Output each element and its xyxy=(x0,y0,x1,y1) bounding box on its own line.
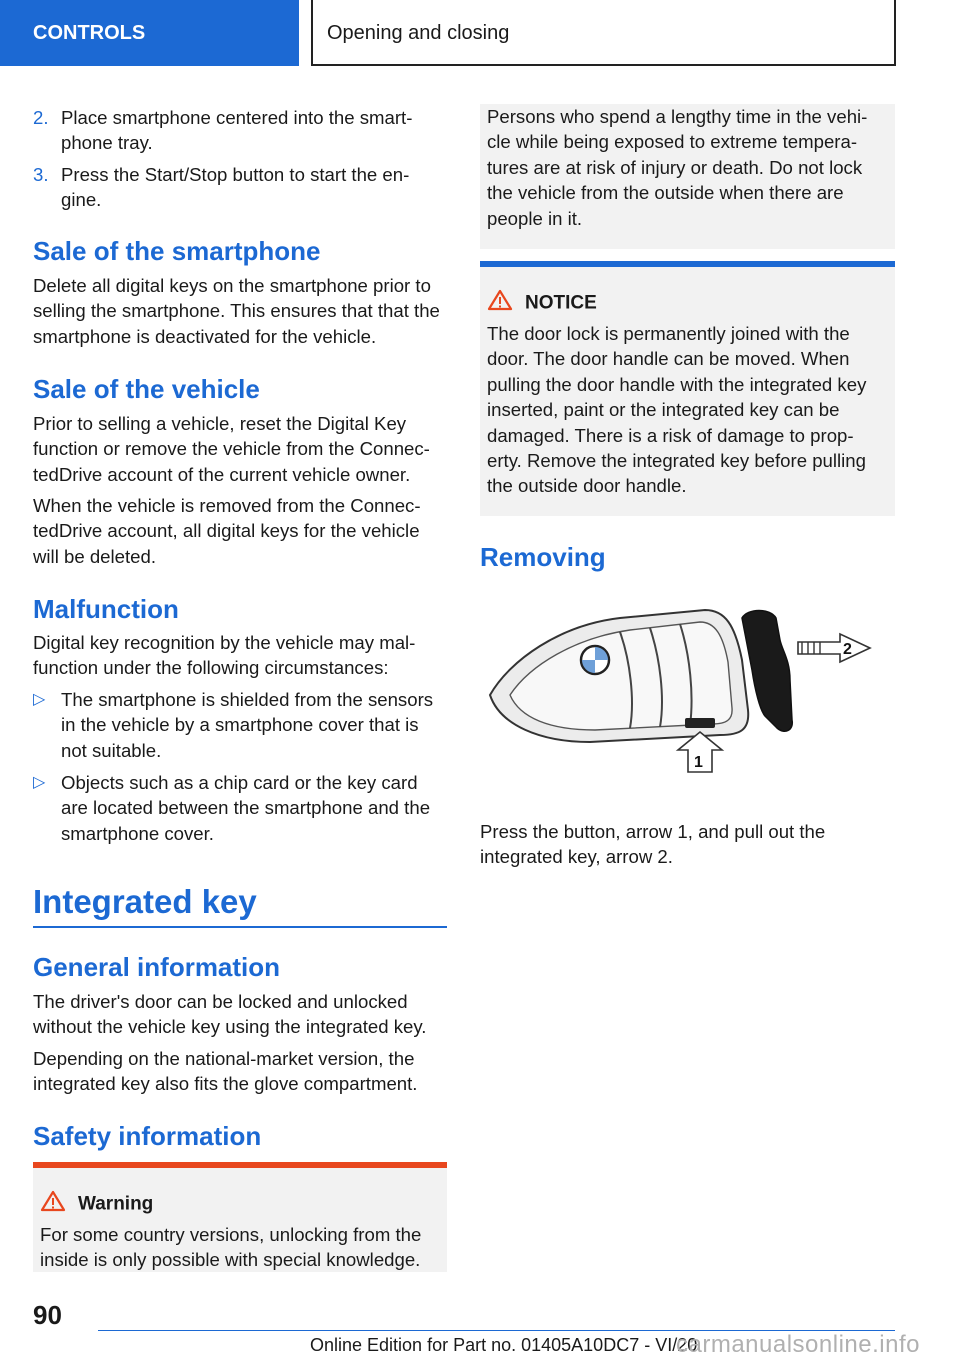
heading-general-information: General information xyxy=(33,952,281,982)
list-item xyxy=(33,770,447,846)
chapter-title: Opening and closing xyxy=(327,22,510,44)
triangle-bullet-icon: ▷ xyxy=(33,774,46,791)
heading-sale-vehicle: Sale of the vehicle xyxy=(33,374,260,404)
chapter-box xyxy=(311,0,896,66)
paragraph: Press the button, arrow 1, and pull out the integrated key, arrow 2. xyxy=(480,821,826,868)
step-text: Place smartphone centered into the smart-phone tray. xyxy=(61,107,413,154)
arrow-1-label: 1 xyxy=(694,754,703,771)
notice-text: The door lock is permanently joined with the door. The door handle can be moved. When pulling the door handle with the integrated key inserted, paint or the integrated key can be damaged. There is a risk of damage to prop-erty. Remove the integrated key before pulling the outside door handle. xyxy=(487,323,867,497)
warning-box xyxy=(33,1162,447,1272)
notice-bar xyxy=(480,261,895,267)
arrow-2-label: 2 xyxy=(843,641,852,658)
paragraph: Prior to selling a vehicle, reset the Digital Key function or remove the vehicle from the Connec-tedDrive account of the current vehicle owner. xyxy=(33,413,430,485)
notice-box xyxy=(480,261,895,516)
step-text: Press the Start/Stop button to start the en-gine. xyxy=(61,164,410,211)
paragraph: The driver's door can be locked and unlocked without the vehicle key using the integrated key. xyxy=(33,991,427,1038)
step-number: 2. xyxy=(33,107,49,128)
list-item-text: Objects such as a chip card or the key card are located between the smartphone and the smartphone cover. xyxy=(61,772,431,844)
step-number: 3. xyxy=(33,164,49,185)
warning-title: Warning xyxy=(78,1193,154,1215)
notice-title: NOTICE xyxy=(525,292,597,314)
triangle-bullet-icon: ▷ xyxy=(33,691,46,708)
heading-removing: Removing xyxy=(480,542,606,572)
page-header xyxy=(0,0,960,66)
list-item-text: The smartphone is shielded from the sensors in the vehicle by a smartphone cover that is not suitable. xyxy=(61,689,434,761)
list-item xyxy=(33,687,447,763)
warning-bar xyxy=(33,1162,447,1168)
heading-integrated-key: Integrated key xyxy=(33,883,257,920)
warning-text: For some country versions, unlocking from the inside is only possible with special knowledge. xyxy=(40,1224,422,1271)
step-item xyxy=(33,162,447,213)
step-item xyxy=(33,105,447,156)
page-number: 90 xyxy=(33,1300,62,1330)
notice-triangle-icon xyxy=(487,289,513,318)
paragraph: Delete all digital keys on the smartphone prior to selling the smartphone. This ensures that that the smartphone is deactivated for the vehicle. xyxy=(33,275,440,347)
paragraph: Digital key recognition by the vehicle may mal-function under the following circumstances: xyxy=(33,632,416,679)
heading-malfunction: Malfunction xyxy=(33,594,179,624)
section-tab: CONTROLS xyxy=(0,0,299,66)
key-illustration xyxy=(480,600,895,792)
warning-header xyxy=(40,1190,153,1219)
section-rule xyxy=(33,926,447,928)
warning-triangle-icon xyxy=(40,1190,66,1219)
paragraph: Depending on the national-market version, the integrated key also fits the glove compartment. xyxy=(33,1048,418,1095)
warning-box-continued xyxy=(480,104,895,249)
heading-sale-smartphone: Sale of the smartphone xyxy=(33,236,321,266)
notice-header xyxy=(487,289,597,318)
heading-safety-information: Safety information xyxy=(33,1121,262,1151)
edition-text: Online Edition for Part no. 01405A10DC7 - VI/20 xyxy=(310,1335,698,1355)
warning-text: Persons who spend a lengthy time in the vehi-cle while being exposed to extreme tempera-tures are at risk of injury or death. Do not lock the vehicle from the outside when there are people in it. xyxy=(487,106,868,229)
watermark: carmanualsonline.info xyxy=(676,1331,920,1358)
paragraph: When the vehicle is removed from the Connec-tedDrive account, all digital keys for the vehicle will be deleted. xyxy=(33,495,421,567)
